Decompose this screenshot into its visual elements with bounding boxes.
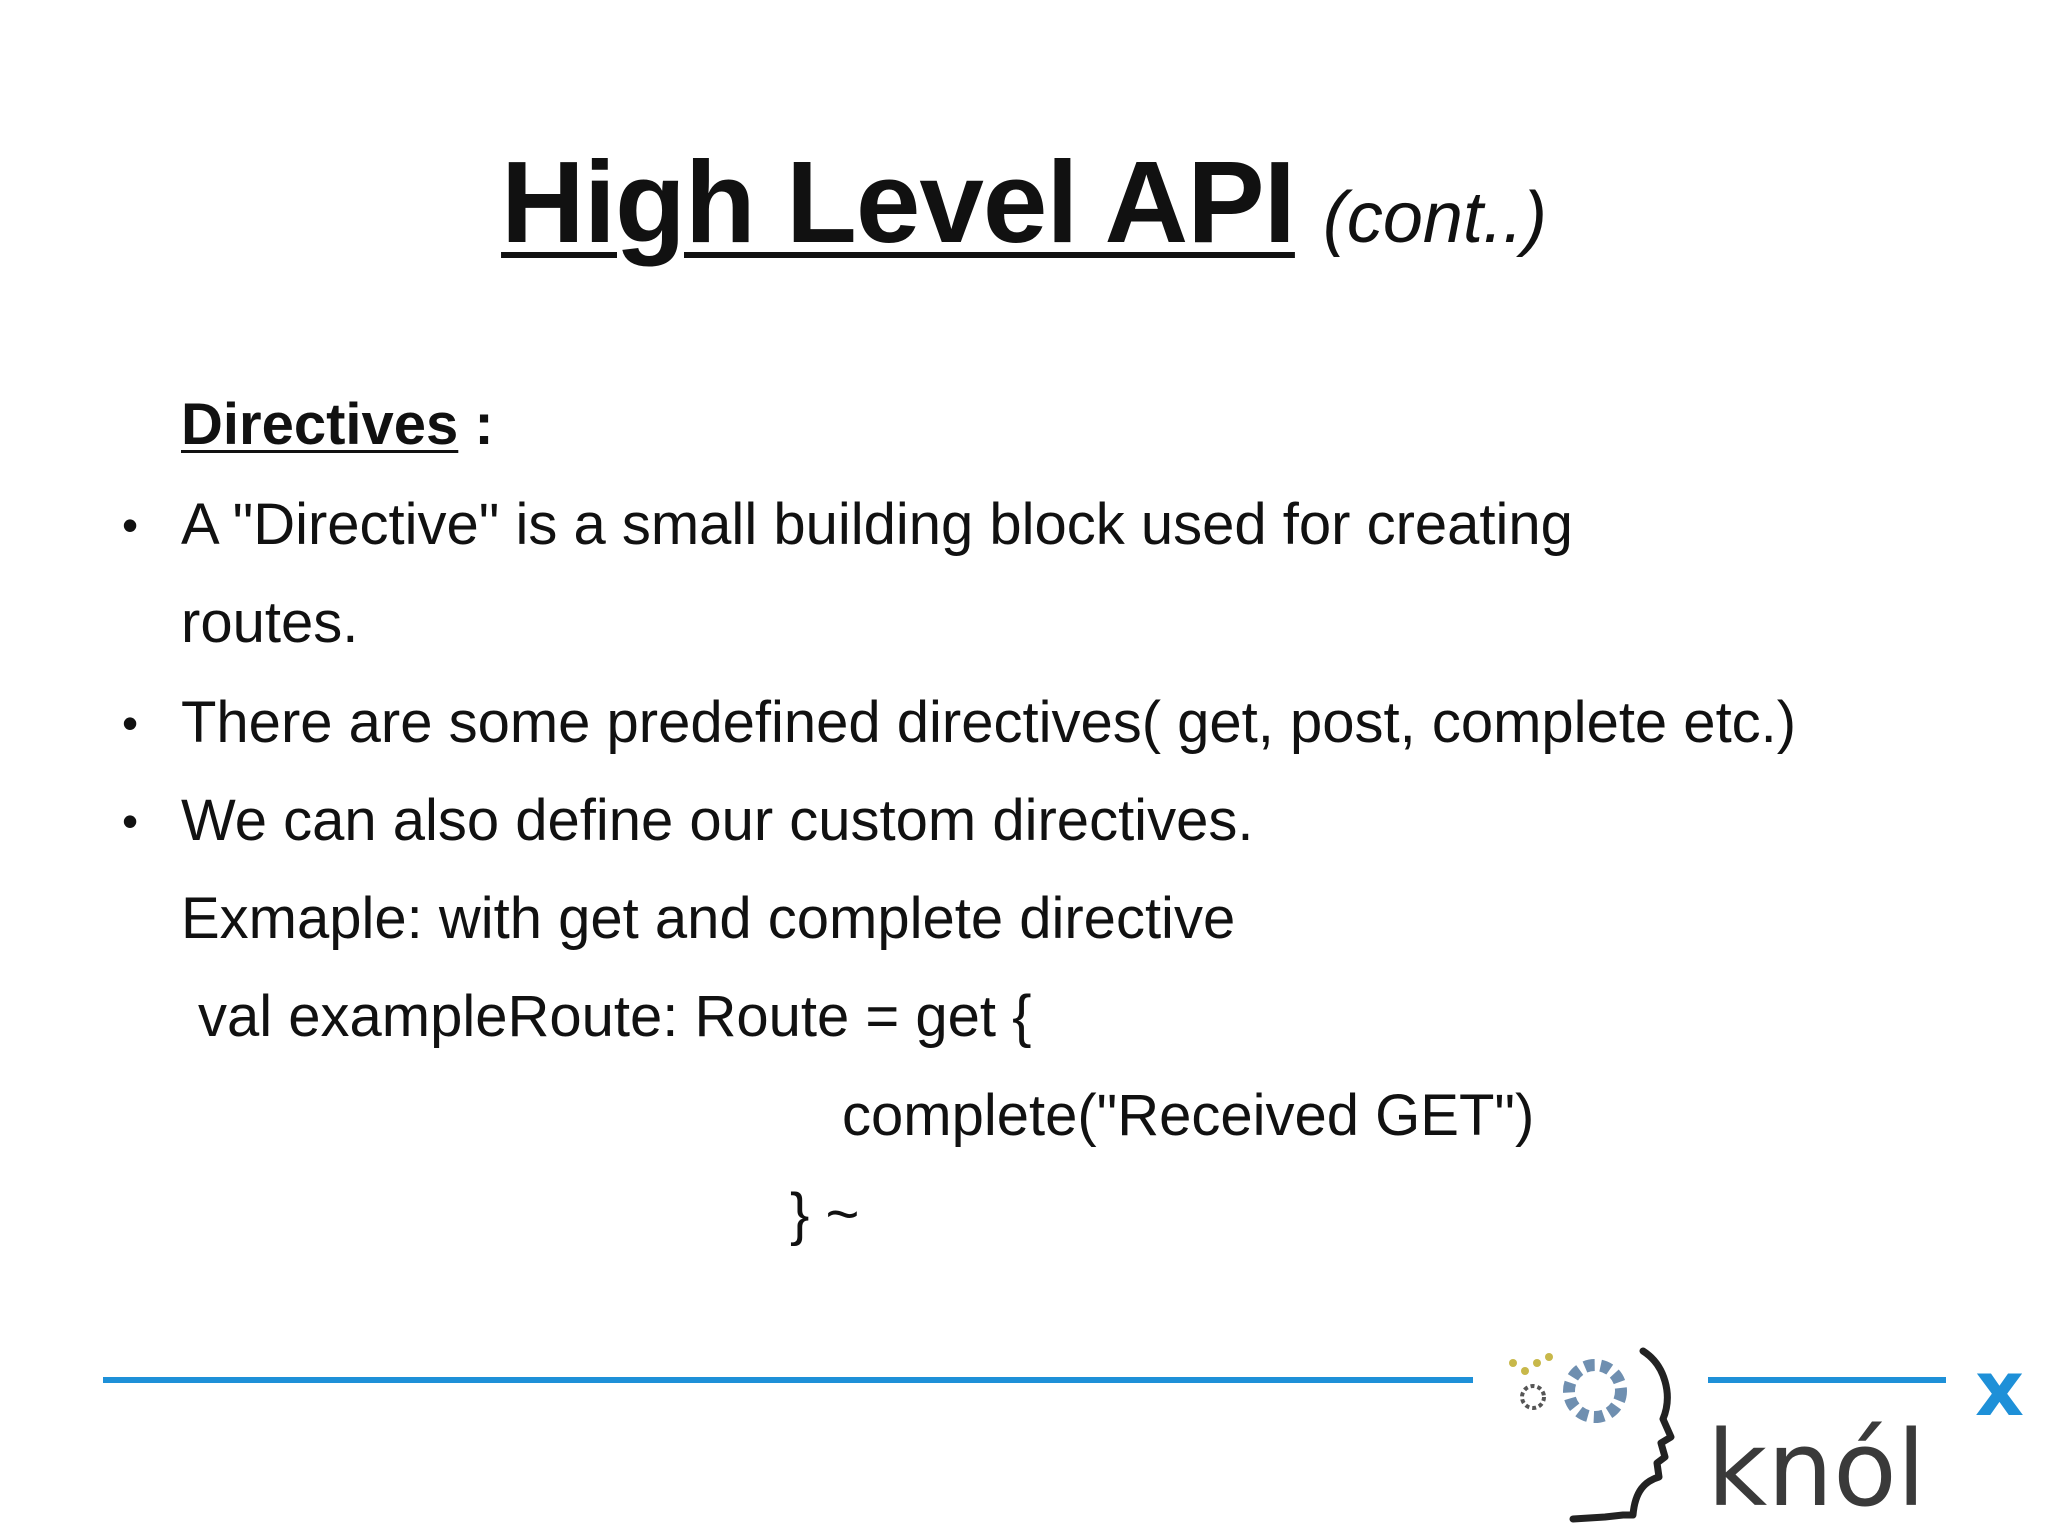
heading-suffix: : xyxy=(458,392,494,457)
logo-wordmark: knól xyxy=(1707,1408,1926,1525)
bullet-1-line-1: A "Directive" is a small building block used for creating xyxy=(181,492,1573,557)
bullet-2-text: There are some predefined directives( get, post, complete etc.) xyxy=(181,690,1797,755)
example-caption: Exmaple: with get and complete directive xyxy=(181,886,1236,951)
section-heading xyxy=(181,392,494,458)
code-line-1: val exampleRoute: Route = get { xyxy=(198,984,1032,1049)
code-line-3: } ~ xyxy=(790,1182,860,1247)
slide-title xyxy=(0,135,2048,269)
gears-icon xyxy=(1509,1353,1621,1417)
bullet-icon: • xyxy=(122,697,139,749)
code-line-2: complete("Received GET") xyxy=(842,1083,1535,1148)
bullet-3-text: We can also define our custom directives. xyxy=(181,788,1254,853)
bullet-icon: • xyxy=(122,499,139,551)
heading-label: Directives xyxy=(181,392,459,457)
footer-rule-left xyxy=(103,1377,1473,1383)
knolx-logo xyxy=(1495,1345,2035,1525)
bullet-1-line-2: routes. xyxy=(181,590,359,655)
title-main: High Level API xyxy=(501,137,1295,267)
logo-superscript: x xyxy=(1975,1345,2025,1433)
title-sub: (cont..) xyxy=(1322,178,1547,258)
bullet-icon: • xyxy=(122,795,139,847)
